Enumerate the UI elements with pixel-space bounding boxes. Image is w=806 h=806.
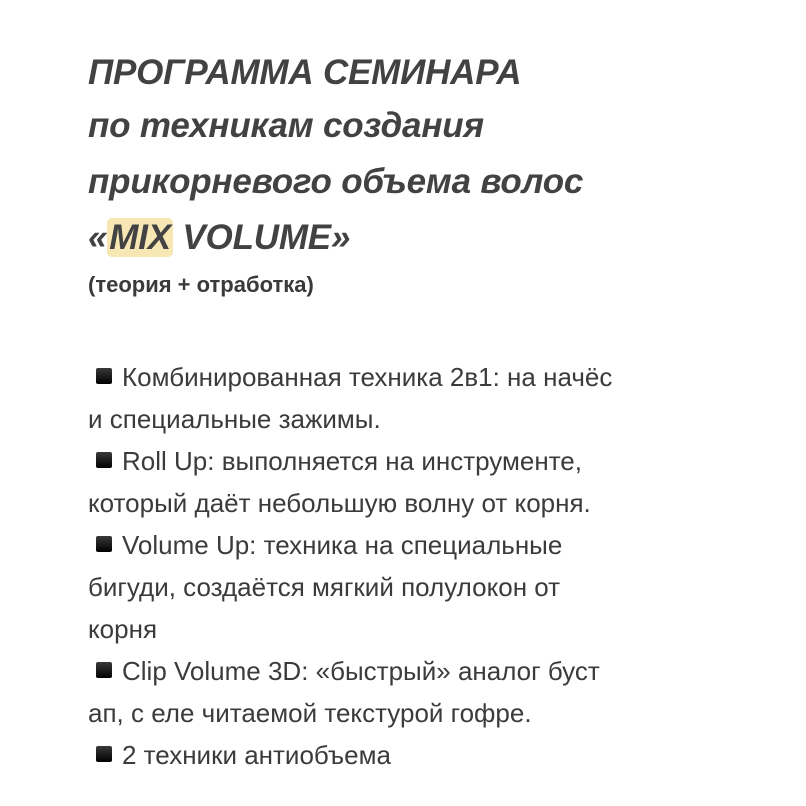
list-item — [88, 734, 768, 776]
list-item-text: 2 техники антиобъема — [122, 740, 391, 770]
list-item-text: Комбинированная техника 2в1: на начёс — [122, 362, 613, 392]
black-square-bullet-icon — [96, 662, 112, 678]
list-item — [88, 356, 768, 440]
list-item-text: Clip Volume 3D: «быстрый» аналог буст — [122, 656, 600, 686]
title-line-2: по техникам создания — [88, 106, 484, 145]
list-item-text-continued: ап, с еле читаемой текстурой гофре. — [88, 698, 532, 728]
list-item — [88, 524, 768, 650]
title-volume-text: VOLUME» — [172, 218, 351, 257]
list-item-text-continued: корня — [88, 614, 158, 644]
list-item-text-continued: который даёт небольшую волну от корня. — [88, 488, 591, 518]
title-line-3: прикорневого объема волос — [88, 162, 584, 201]
list-item-text: Volume Up: техника на специальные — [122, 530, 563, 560]
black-square-bullet-icon — [96, 536, 112, 552]
subtitle: (теория + отработка) — [88, 272, 314, 297]
seminar-program-document — [88, 48, 768, 776]
black-square-bullet-icon — [96, 368, 112, 384]
list-item — [88, 440, 768, 524]
list-item — [88, 650, 768, 734]
title-line-1: ПРОГРАММА СЕМИНАРА — [88, 53, 522, 92]
list-item-text-continued: и специальные зажимы. — [88, 404, 381, 434]
black-square-bullet-icon — [96, 746, 112, 762]
list-item-text: Roll Up: выполняется на инструменте, — [122, 446, 582, 476]
list-item-text-continued: бигуди, создаётся мягкий полулокон от — [88, 572, 561, 602]
black-square-bullet-icon — [96, 452, 112, 468]
highlighted-text-mix: MIX — [109, 218, 171, 257]
open-quote: « — [88, 218, 108, 257]
title-line-4 — [88, 210, 768, 266]
technique-list — [88, 356, 768, 776]
